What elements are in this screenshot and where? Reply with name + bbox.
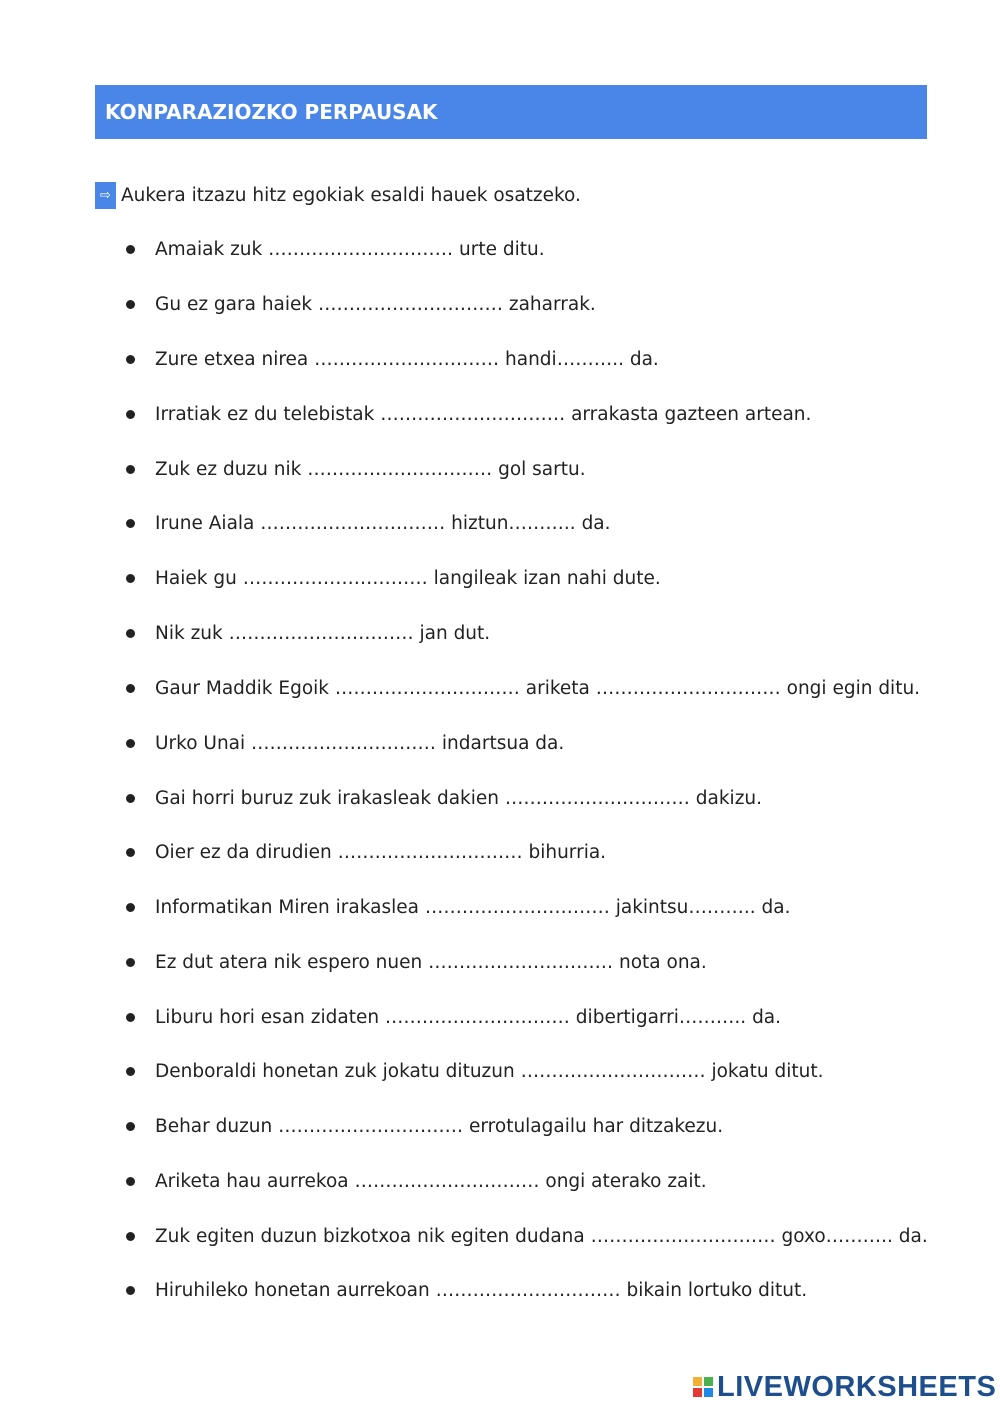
bullet-icon — [126, 410, 135, 419]
bullet-icon — [126, 519, 135, 528]
arrow-right-icon: ⇨ — [95, 182, 116, 209]
bullet-icon — [126, 1286, 135, 1295]
sentence: Nik zuk ………………………… jan dut. — [155, 622, 491, 644]
bullet-icon — [126, 1067, 135, 1076]
sentence: Informatikan Miren irakaslea ………………………… jakintsu……….. da. — [155, 896, 791, 918]
list-item — [126, 1003, 781, 1031]
sentence: Irratiak ez du telebistak ………………………… arrakasta gazteen artean. — [155, 403, 812, 425]
bullet-icon — [126, 1122, 135, 1131]
sentence: Hiruhileko honetan aurrekoan ………………………… bikain lortuko ditut. — [155, 1279, 808, 1301]
bullet-icon — [126, 848, 135, 857]
sentence: Irune Aiala ………………………… hiztun……….. da. — [155, 512, 611, 534]
list-item — [126, 1057, 824, 1085]
page-title: KONPARAZIOZKO PERPAUSAK — [105, 100, 438, 124]
bullet-icon — [126, 958, 135, 967]
list-item — [126, 564, 661, 592]
bullet-icon — [126, 1013, 135, 1022]
bullet-icon — [126, 465, 135, 474]
bullet-icon — [126, 574, 135, 583]
list-item — [126, 1276, 807, 1304]
bullet-icon — [126, 300, 135, 309]
bullet-icon — [126, 903, 135, 912]
bullet-icon — [126, 739, 135, 748]
sentence: Denboraldi honetan zuk jokatu dituzun ………………………… jokatu ditut. — [155, 1060, 824, 1082]
list-item — [126, 893, 791, 921]
sentence: Zuk ez duzu nik ………………………… gol sartu. — [155, 458, 586, 480]
list-item — [126, 509, 611, 537]
list-item — [126, 290, 596, 318]
list-item — [126, 784, 762, 812]
list-item — [126, 1112, 723, 1140]
instruction — [95, 181, 581, 209]
list-item — [126, 1167, 707, 1195]
bullet-icon — [126, 355, 135, 364]
list-item — [126, 455, 586, 483]
sentence: Haiek gu ………………………… langileak izan nahi dute. — [155, 567, 661, 589]
list-item — [126, 674, 920, 702]
sentence: Ez dut atera nik espero nuen ………………………… nota ona. — [155, 951, 707, 973]
sentence: Zuk egiten duzun bizkotxoa nik egiten dudana ………………………… goxo……….. da. — [155, 1225, 928, 1247]
bullet-icon — [126, 684, 135, 693]
bullet-icon — [126, 629, 135, 638]
bullet-icon — [126, 1232, 135, 1241]
list-item — [126, 729, 564, 757]
sentence: Liburu hori esan zidaten ………………………… dibertigarri……….. da. — [155, 1006, 782, 1028]
sentence: Gaur Maddik Egoik ………………………… ariketa ………………………… ongi egin ditu. — [155, 677, 921, 699]
liveworksheets-logo[interactable] — [693, 1372, 996, 1402]
sentence: Oier ez da dirudien ………………………… bihurria. — [155, 841, 607, 863]
instruction-text: Aukera itzazu hitz egokiak esaldi hauek osatzeko. — [121, 184, 581, 206]
list-item — [126, 400, 811, 428]
sentence: Behar duzun ………………………… errotulagailu har ditzakezu. — [155, 1115, 724, 1137]
page-title-bar — [95, 85, 927, 139]
logo-mark-icon — [693, 1377, 713, 1397]
list-item — [126, 1222, 928, 1250]
sentence: Zure etxea nirea ………………………… handi……….. da. — [155, 348, 659, 370]
logo-text: LIVEWORKSHEETS — [717, 1370, 997, 1403]
list-item — [126, 838, 606, 866]
bullet-icon — [126, 245, 135, 254]
bullet-icon — [126, 1177, 135, 1186]
bullet-icon — [126, 794, 135, 803]
sentence: Ariketa hau aurrekoa ………………………… ongi aterako zait. — [155, 1170, 707, 1192]
sentence: Amaiak zuk ………………………… urte ditu. — [155, 238, 545, 260]
list-item — [126, 948, 707, 976]
sentence: Urko Unai ………………………… indartsua da. — [155, 732, 565, 754]
sentence: Gai horri buruz zuk irakasleak dakien ………………………… dakizu. — [155, 787, 763, 809]
list-item — [126, 619, 490, 647]
list-item — [126, 345, 659, 373]
sentence: Gu ez gara haiek ………………………… zaharrak. — [155, 293, 596, 315]
list-item — [126, 235, 545, 263]
